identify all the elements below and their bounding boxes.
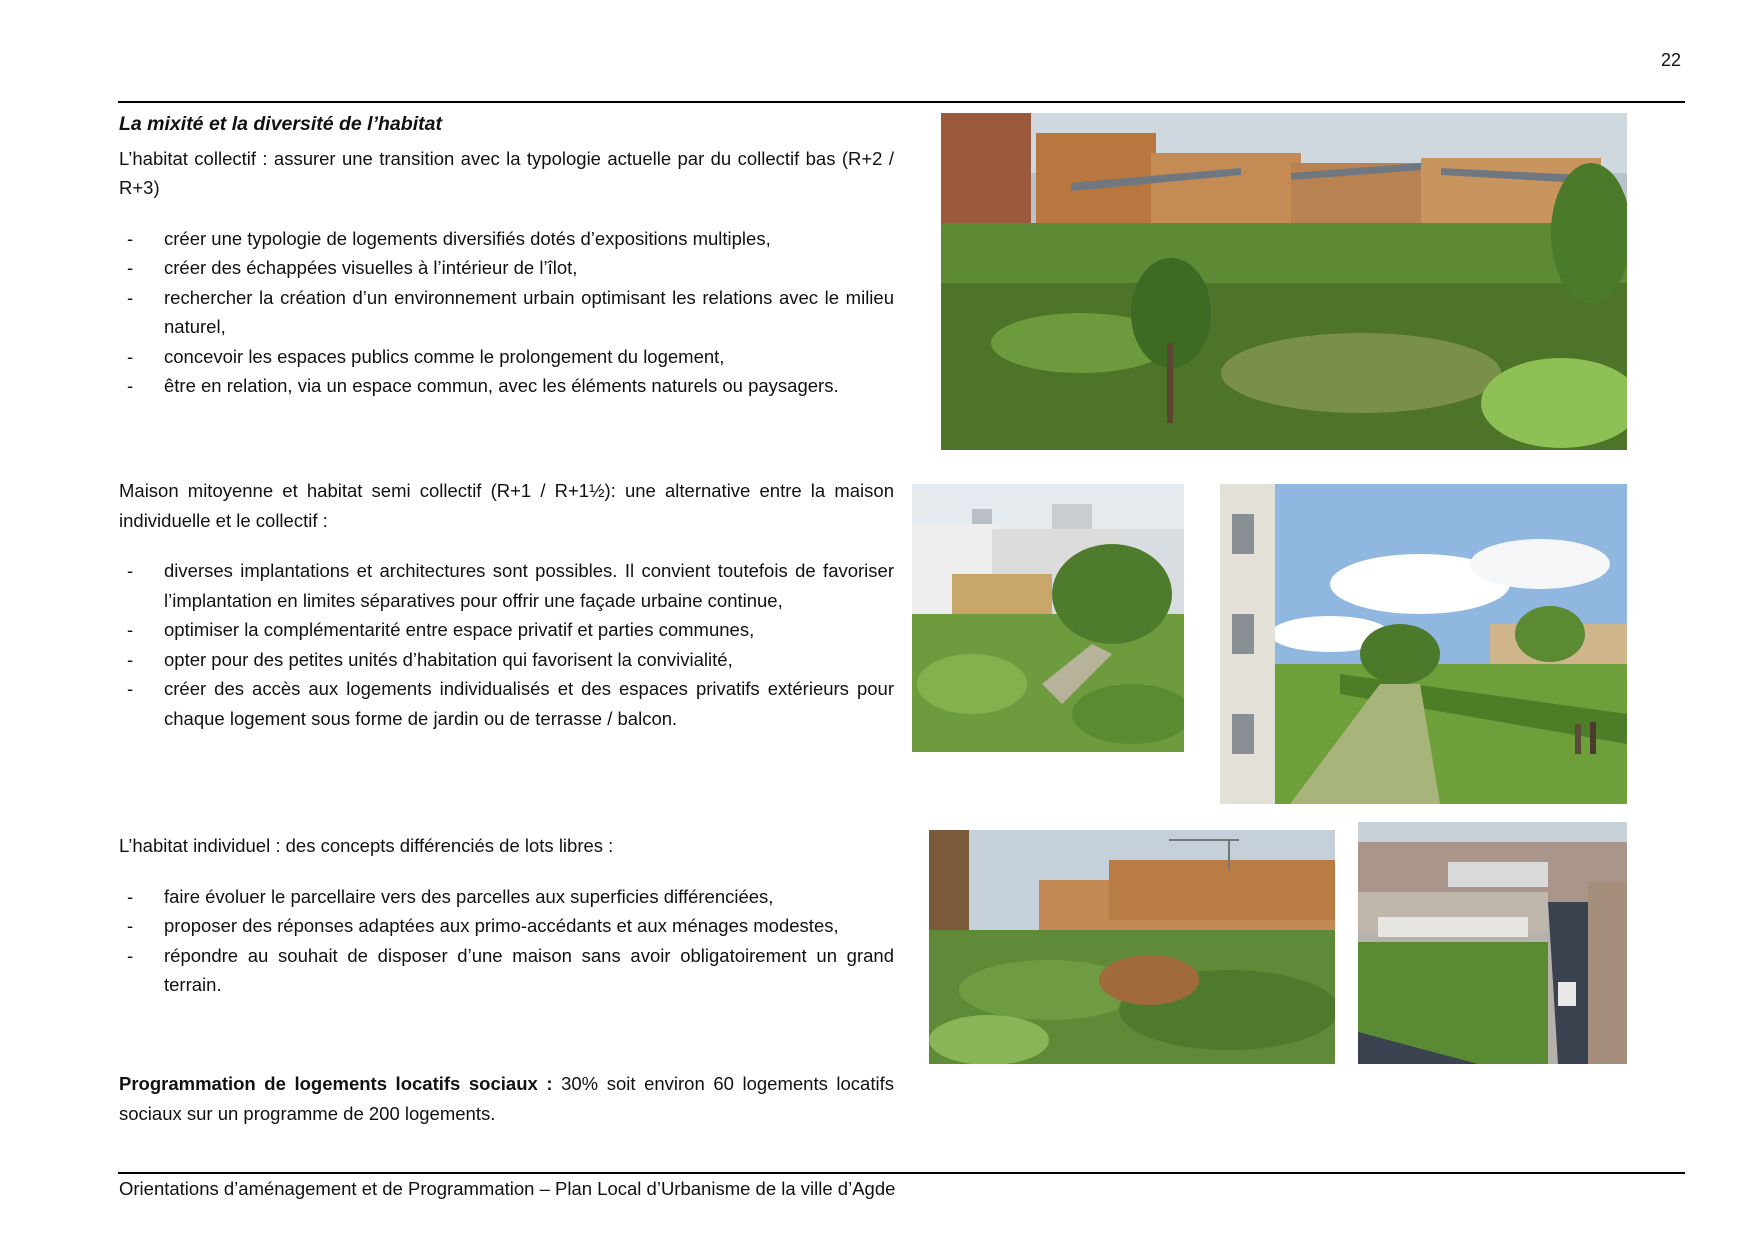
semi-collectif-intro: Maison mitoyenne et habitat semi collectif (R+1 / R+1½): une alternative entre la maison individuelle et le collectif : [119, 480, 894, 531]
page-footer: Orientations d’aménagement et de Programmation – Plan Local d’Urbanisme de la ville d’Agde [119, 1178, 896, 1199]
list-item: - être en relation, via un espace commun, avec les éléments naturels ou paysagers. [119, 371, 894, 401]
photo-semi-collective-aerial [912, 484, 1184, 752]
section-heading: La mixité et la diversité de l’habitat [119, 113, 442, 135]
programmation-text: 30% soit environ 60 logements locatifs sociaux sur un programme de 200 logements. [119, 1073, 894, 1124]
programmation-label: Programmation de logements locatifs sociaux : [119, 1073, 553, 1094]
list-item: - optimiser la complémentarité entre espace privatif et parties communes, [119, 615, 894, 645]
collectif-intro: L’habitat collectif : assurer une transition avec la typologie actuelle par du collectif bas (R+2 / R+3) [119, 147, 894, 198]
collectif-list [119, 224, 894, 401]
collectif-block [119, 110, 894, 401]
list-item: - répondre au souhait de disposer d’une maison sans avoir obligatoirement un grand terrain. [119, 941, 894, 1000]
list-item: - opter pour des petites unités d’habitation qui favorisent la convivialité, [119, 645, 894, 675]
header-rule [118, 101, 1685, 103]
programmation-paragraph [119, 1069, 894, 1128]
list-item: - proposer des réponses adaptées aux primo-accédants et aux ménages modestes, [119, 911, 894, 941]
list-item: - concevoir les espaces publics comme le prolongement du logement, [119, 342, 894, 372]
list-item: - rechercher la création d’un environnement urbain optimisant les relations avec le milieu naturel, [119, 283, 894, 342]
photo-semi-collective-street [1220, 484, 1627, 804]
list-item: - créer des échappées visuelles à l’intérieur de l’îlot, [119, 253, 894, 283]
individuel-block [119, 831, 894, 1000]
programmation-block [119, 1069, 894, 1128]
photo-collective-garden [941, 113, 1627, 450]
semi-collectif-block [119, 476, 894, 733]
photo-individual-aerial [1358, 822, 1627, 1064]
individuel-list [119, 882, 894, 1000]
semi-collectif-list [119, 556, 894, 733]
individuel-intro: L’habitat individuel : des concepts différenciés de lots libres : [119, 835, 614, 856]
footer-rule [118, 1172, 1685, 1174]
page-number: 22 [1660, 50, 1681, 70]
photo-individual-garden [929, 830, 1335, 1064]
list-item: - faire évoluer le parcellaire vers des parcelles aux superficies différenciées, [119, 882, 894, 912]
list-item: - créer une typologie de logements diversifiés dotés d’expositions multiples, [119, 224, 894, 254]
list-item: - diverses implantations et architectures sont possibles. Il convient toutefois de favoriser l’implantation en limites séparatives pour offrir une façade urbaine continue, [119, 556, 894, 615]
list-item: - créer des accès aux logements individualisés et des espaces privatifs extérieurs pour chaque logement sous forme de jardin ou de terrasse / balcon. [119, 674, 894, 733]
